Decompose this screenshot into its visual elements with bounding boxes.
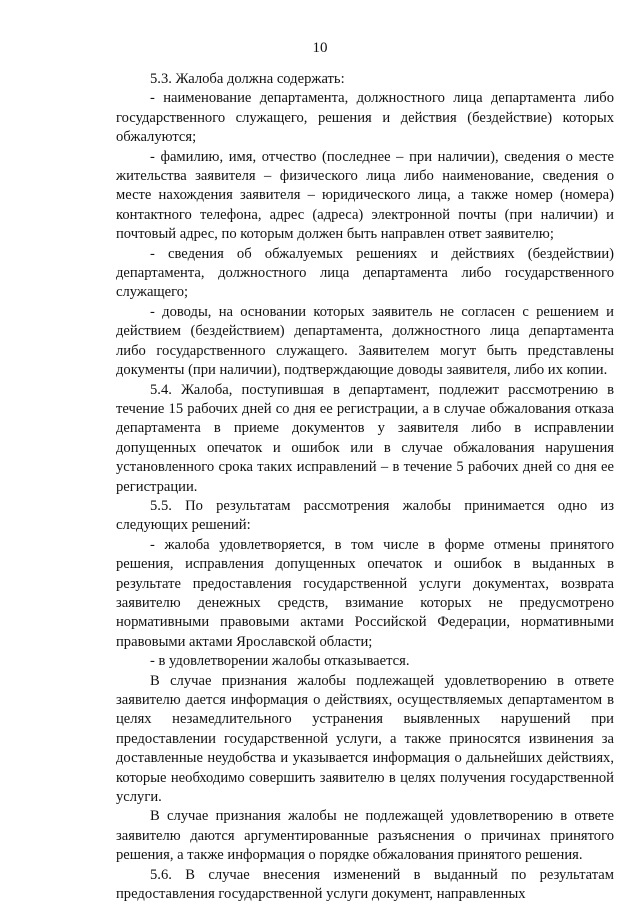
paragraph-5-3-heading: 5.3. Жалоба должна содержать: bbox=[150, 71, 345, 87]
paragraph-complaint-item-decisions: - сведения об обжалуемых решениях и действиях (бездействии) департамента, должностного лица департамента либо государственного служащего; bbox=[116, 245, 614, 301]
paragraph-satisfied-response: В случае признания жалобы подлежащей удовлетворению в ответе заявителю дается информация о действиях, осуществляемых департаментом в целях незамедлительного устранения выявленных нарушений при предоставлении государственной услуги, а также приносятся извинения за доставленные неудобства и указывается информация о дальнейших действиях, которые необходимо совершить заявителю в целях получения государственной услуги. bbox=[116, 672, 614, 806]
paragraph-5-6: 5.6. В случае внесения изменений в выданный по результатам предоставления государственной услуги документ, направленных bbox=[116, 866, 614, 903]
paragraph-5-5: 5.5. По результатам рассмотрения жалобы принимается одно из следующих решений: bbox=[116, 497, 614, 534]
paragraph-5-4: 5.4. Жалоба, поступившая в департамент, подлежит рассмотрению в течение 15 рабочих дней со дня ее регистрации, а в случае обжалования отказа департамента в приеме документов у заявителя либо в исправлении допущенных опечаток и ошибок или в случае обжалования нарушения установленного срока таких исправлений – в течение 5 рабочих дней со дня ее регистрации. bbox=[116, 381, 614, 495]
paragraph-refused-response: В случае признания жалобы не подлежащей удовлетворению в ответе заявителю даются аргументированные разъяснения о причинах принятого решения, а также информация о порядке обжалования принятого решения. bbox=[116, 808, 614, 864]
document-body bbox=[116, 70, 614, 904]
paragraph-complaint-item-applicant: - фамилию, имя, отчество (последнее – при наличии), сведения о месте жительства заявителя – физического лица либо наименование, сведения о месте нахождения заявителя – юридического лица, а также номер (номера) контактного телефона, адрес (адреса) электронной почты (при наличии) и почтовый адрес, по которым должен быть направлен ответ заявителю; bbox=[116, 148, 614, 243]
paragraph-decision-satisfied: - жалоба удовлетворяется, в том числе в форме отмены принятого решения, исправления допущенных опечаток и ошибок в выданных в результате предоставления государственной услуги документах, возврата заявителю денежных средств, взимание которых не предусмотрено нормативными правовыми актами Российской Федерации, нормативными правовыми актами Ярославской области; bbox=[116, 536, 614, 650]
paragraph-complaint-item-arguments: - доводы, на основании которых заявитель не согласен с решением и действием (бездействием) департамента, должностного лица департамента либо государственного служащего. Заявителем могут быть представлены документы (при наличии), подтверждающие доводы заявителя, либо их копии. bbox=[116, 303, 614, 379]
paragraph-decision-refused: - в удовлетворении жалобы отказывается. bbox=[150, 653, 410, 670]
paragraph-complaint-item-department: - наименование департамента, должностного лица департамента либо государственного служащего, решения и действия (бездействие) которых обжалуются; bbox=[116, 90, 614, 146]
page-number: 10 bbox=[312, 40, 328, 56]
